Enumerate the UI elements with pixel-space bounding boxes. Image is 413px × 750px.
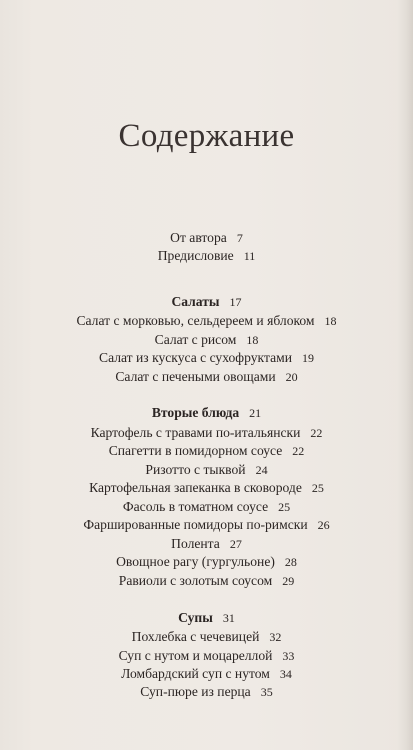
toc-entry	[0, 312, 413, 330]
toc-entry-label: Овощное рагу (гургульоне)	[116, 554, 275, 569]
toc-entry-label: Фаршированные помидоры по-римски	[83, 517, 308, 532]
toc-entry-page: 11	[243, 249, 256, 263]
toc-entry-page: 33	[282, 649, 295, 663]
toc-entry	[0, 683, 413, 701]
toc-entry	[0, 665, 413, 683]
toc-entry-page: 22	[310, 426, 323, 440]
toc-entry-page: 25	[278, 500, 291, 514]
toc-entry-label: Суп-пюре из перца	[140, 684, 251, 699]
toc-entry	[0, 535, 413, 553]
toc-entry-label: От автора	[170, 230, 227, 245]
toc-entry-page: 18	[324, 314, 337, 328]
toc-entry-label: Салат с печеными овощами	[115, 369, 276, 384]
toc-entry	[0, 461, 413, 479]
toc-entry-page: 22	[292, 444, 305, 458]
toc-entry-label: Салат из кускуса с сухофруктами	[99, 350, 292, 365]
toc-entry-label: Предисловие	[157, 248, 234, 263]
toc-entry-page: 20	[285, 370, 298, 384]
toc-entry	[0, 572, 413, 590]
toc-section-heading	[0, 404, 413, 422]
toc-entry	[0, 247, 413, 265]
toc-entry-page: 27	[229, 537, 242, 551]
toc-entry-page: 17	[229, 295, 242, 309]
toc-entry-page: 28	[284, 555, 297, 569]
toc-entry	[0, 628, 413, 646]
toc-section-label: Вторые блюда	[151, 405, 240, 420]
toc-entry	[0, 229, 413, 247]
toc-entry-page: 34	[279, 667, 292, 681]
toc-entry-label: Ризотто с тыквой	[145, 462, 246, 477]
toc-entry	[0, 516, 413, 534]
toc-entry	[0, 368, 413, 386]
toc-entry-page: 21	[249, 406, 262, 420]
toc-entry-label: Салат с рисом	[154, 332, 237, 347]
toc-entry	[0, 424, 413, 442]
toc-entry	[0, 442, 413, 460]
toc-entry-page: 29	[282, 574, 295, 588]
toc-entry	[0, 498, 413, 516]
toc-entry-page: 31	[222, 611, 235, 625]
toc-entry-page: 32	[269, 630, 282, 644]
toc-entry-label: Суп с нутом и моцареллой	[118, 648, 273, 663]
toc-entry-label: Салат с морковью, сельдереем и яблоком	[76, 313, 315, 328]
toc-entry-page: 19	[301, 351, 314, 365]
toc-entry	[0, 647, 413, 665]
toc-entry-label: Картофельная запеканка в сковороде	[89, 480, 302, 495]
toc-entry	[0, 331, 413, 349]
toc-section-label: Супы	[178, 610, 213, 625]
toc-entry-label: Похлебка с чечевицей	[131, 629, 260, 644]
toc-entry-page: 26	[317, 518, 330, 532]
toc-entry-label: Фасоль в томатном соусе	[122, 499, 269, 514]
toc-entry	[0, 479, 413, 497]
toc-section-label: Салаты	[171, 294, 220, 309]
toc-section-heading	[0, 609, 413, 627]
toc-entry-label: Картофель с травами по-итальянски	[90, 425, 301, 440]
toc-entry	[0, 349, 413, 367]
page-title: Содержание	[118, 118, 295, 155]
toc-entry-page: 18	[246, 333, 259, 347]
toc-section-heading	[0, 293, 413, 311]
toc-entry	[0, 553, 413, 571]
toc-entry-label: Полента	[171, 536, 220, 551]
toc-entry-page: 35	[260, 685, 273, 699]
toc-entry-label: Ломбардский суп с нутом	[121, 666, 270, 681]
toc-entry-label: Спагетти в помидорном соусе	[108, 443, 283, 458]
toc-entry-label: Равиоли с золотым соусом	[118, 573, 273, 588]
toc-entry-page: 25	[311, 481, 324, 495]
toc-entry-page: 7	[236, 231, 243, 245]
toc-entry-page: 24	[255, 463, 268, 477]
